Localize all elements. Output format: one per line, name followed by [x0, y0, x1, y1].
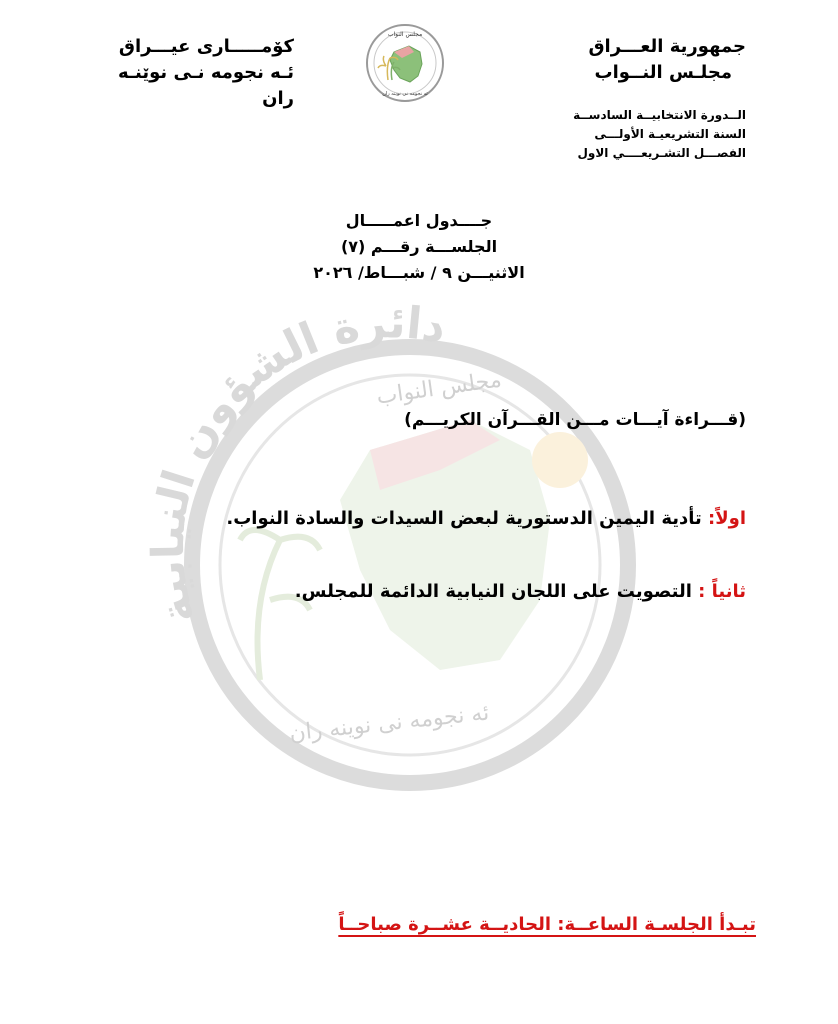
- agenda-item-number: اولاً:: [708, 508, 746, 529]
- watermark-inner-top: مجلس النواب: [374, 367, 504, 410]
- watermark: [140, 300, 660, 800]
- legislative-year: السنة التشريعيـة الأولـــى: [594, 127, 746, 141]
- header-left: [98, 34, 294, 112]
- header-right: [588, 34, 746, 86]
- council-title: مجلـس النــواب: [594, 62, 732, 83]
- agenda-item-number: ثانياً :: [698, 581, 746, 602]
- agenda-title: جــــدول اعمـــــال: [345, 211, 493, 230]
- header-sub: [573, 106, 746, 163]
- kurdish-council-title: ئـه نجومه نـى نوێنـه ران: [117, 62, 294, 109]
- logo-bottom-text: ئه نجومه نی نوینه ران: [382, 91, 428, 97]
- council-logo: [364, 22, 446, 104]
- agenda-item: [226, 508, 746, 529]
- logo-top-text: مجلس النواب: [387, 31, 423, 38]
- kurdish-republic-title: كۆمـــــارى عيـــراق: [118, 36, 294, 57]
- legislative-term: الفصـــل التشـريعــــي الاول: [577, 146, 746, 160]
- agenda-item-text: التصويت على اللجان النيابية الدائمة للمجلس.: [294, 581, 699, 602]
- session-start-time: تبـدأ الجلسـة الساعــة: الحاديــة عشــرة صباحــاً: [338, 914, 756, 935]
- republic-title: جمهورية العـــراق: [588, 36, 746, 57]
- watermark-arc-text: دائرة الشؤون النيابية: [142, 300, 451, 631]
- session-date: الاثنيـــن ٩ / شبـــاط/ ٢٠٢٦: [313, 263, 525, 282]
- agenda-item: [295, 581, 746, 602]
- agenda-header: [0, 208, 838, 286]
- quran-reading: (قـــراءة آيـــات مـــن القـــرآن الكريـــم): [404, 410, 746, 430]
- session-number: الجلســـة رقـــم (٧): [340, 237, 498, 256]
- council-logo-icon: [364, 22, 446, 104]
- watermark-inner-bottom: ئه نجومه نی نوینه ران: [288, 700, 491, 747]
- electoral-cycle: الــدورة الانتخابيــة السادســة: [573, 108, 746, 122]
- watermark-seal-icon: [140, 300, 660, 800]
- agenda-item-text: تأدية اليمين الدستورية لبعض السيدات والسادة النواب.: [226, 508, 709, 529]
